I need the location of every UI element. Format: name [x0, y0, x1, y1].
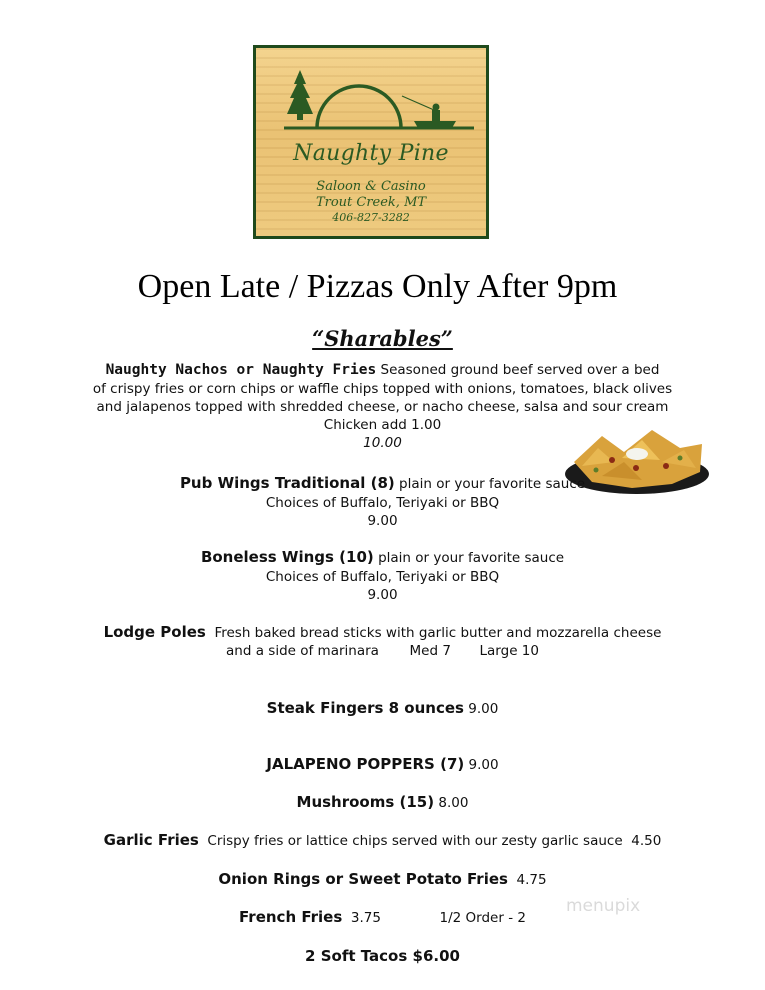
- item-description-line: and jalapenos topped with shredded cheese, or nacho cheese, salsa and sour cream: [96, 399, 669, 415]
- item-price-medium: Med 7: [409, 643, 451, 659]
- item-name: Lodge Poles: [103, 623, 206, 641]
- menu-item-onion-rings: [0, 870, 765, 889]
- item-price: 4.75: [516, 872, 547, 888]
- item-name: Onion Rings or Sweet Potato Fries: [218, 870, 508, 888]
- menu-item-french-fries: [0, 908, 765, 927]
- item-price: 10.00: [363, 435, 402, 451]
- item-description: plain or your favorite sauce: [378, 550, 565, 566]
- section-title: “Sharables”: [312, 326, 453, 351]
- item-description: Fresh baked bread sticks with garlic butter and mozzarella cheese: [214, 625, 662, 641]
- watermark: menupix: [566, 896, 641, 916]
- menu-item-boneless-wings: [0, 548, 765, 567]
- logo-name: Naughty Pine: [293, 141, 449, 166]
- item-choices: Choices of Buffalo, Teriyaki or BBQ: [265, 495, 500, 511]
- item-price: 9.00: [468, 757, 499, 773]
- menu-item-steak-fingers: [0, 699, 765, 718]
- item-description-line: of crispy fries or corn chips or waffle chips topped with onions, tomatoes, black olives: [92, 381, 673, 397]
- item-name: Mushrooms (15): [296, 793, 435, 811]
- item-name: French Fries: [239, 908, 343, 926]
- pine-lake-boat-icon: [284, 66, 474, 144]
- logo-location: Trout Creek, MT: [315, 195, 427, 210]
- item-name: JALAPENO POPPERS (7): [266, 755, 465, 773]
- item-addon: Chicken add 1.00: [323, 417, 442, 433]
- item-price: 8.00: [438, 795, 469, 811]
- menu-item-mushrooms: [0, 793, 765, 812]
- item-description: Seasoned ground beef served over a bed: [380, 362, 660, 378]
- item-price: 9.00: [367, 587, 398, 603]
- menu-item-jalapeno-poppers: [0, 755, 765, 774]
- item-price-large: Large 10: [479, 643, 539, 659]
- menu-item-pub-wings: [0, 474, 765, 493]
- item-choices: Choices of Buffalo, Teriyaki or BBQ: [265, 569, 500, 585]
- item-price: 9.00: [367, 513, 398, 529]
- menu-item-lodge-poles: [0, 623, 765, 642]
- item-options: [0, 642, 765, 660]
- item-name: 2 Soft Tacos $6.00: [305, 947, 460, 965]
- item-name: Steak Fingers 8 ounces: [266, 699, 464, 717]
- logo-subtitle: Saloon & Casino: [316, 179, 426, 194]
- item-description: plain or your favorite sauce: [399, 476, 586, 492]
- logo-phone: 406-827-3282: [332, 211, 410, 224]
- item-description: and a side of marinara: [226, 643, 379, 659]
- item-half-order: 1/2 Order - 2: [439, 910, 526, 926]
- item-price: 3.75: [350, 910, 381, 926]
- item-price: 9.00: [468, 701, 499, 717]
- item-name: Naughty Nachos or Naughty Fries: [105, 362, 377, 378]
- menu-item-nachos: [0, 361, 765, 379]
- restaurant-logo: [253, 45, 489, 239]
- hours-banner: Open Late / Pizzas Only After 9pm: [137, 268, 618, 305]
- item-name: Garlic Fries: [103, 831, 199, 849]
- menu-item-garlic-fries: [0, 831, 765, 850]
- item-description: Crispy fries or lattice chips served with our zesty garlic sauce: [207, 833, 623, 849]
- item-price: 4.50: [631, 833, 662, 849]
- item-name: Boneless Wings (10): [200, 548, 374, 566]
- item-name: Pub Wings Traditional (8): [179, 474, 395, 492]
- menu-item-soft-tacos: [0, 947, 765, 966]
